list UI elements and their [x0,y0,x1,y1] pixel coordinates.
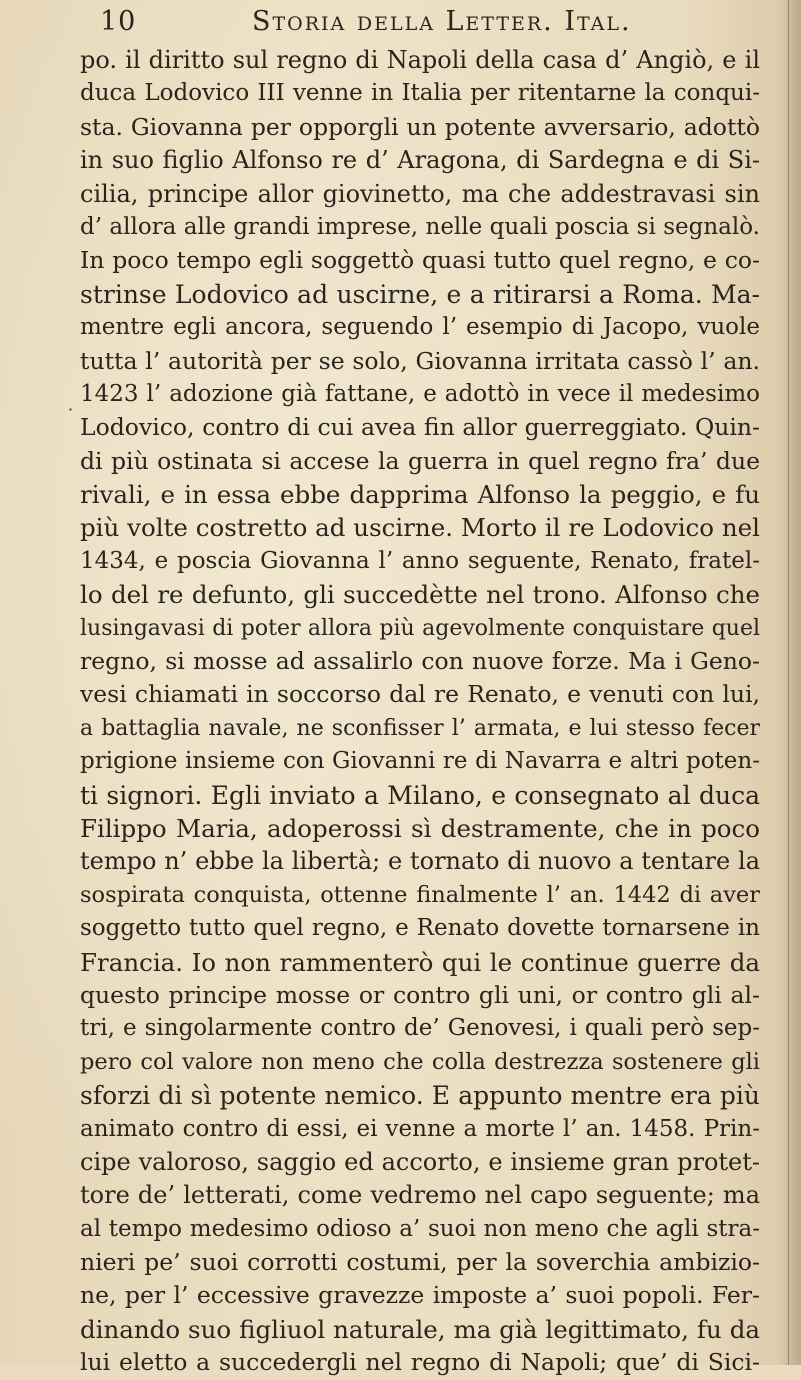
text-line: tri, e singolarmente contro de’ Genovesi, i quali però sep- [80,1015,760,1042]
text-line: vesi chiamati in soccorso dal re Renato, e venuti con lui, [80,680,760,709]
text-line: lo del re defunto, gli succedètte nel trono. Alfonso che [80,580,760,610]
text-line: lui eletto a succedergli nel regno di Napoli; que’ di Sici- [80,1348,760,1377]
page-header [100,6,750,46]
text-line: cipe valoroso, saggio ed accorto, e insieme gran protet- [80,1147,760,1176]
running-title: Storia della Letter. Ital. [252,6,632,37]
text-line: sospirata conquista, ottenne finalmente l’ an. 1442 di aver [80,881,760,908]
text-line: po. il diritto sul regno di Napoli della casa d’ Angiò, e il [80,46,760,74]
text-line: ti signori. Egli inviato a Milano, e consegnato al duca [80,780,760,810]
page-edge-shadow [779,0,801,1365]
text-line: lusingavasi di poter allora più agevolmente conquistare quel [80,615,760,641]
text-line: ne, per l’ eccessive gravezze imposte a’ suoi popoli. Fer- [80,1281,760,1310]
text-line: 1423 l’ adozione già fattane, e adottò in vece il medesimo [80,380,760,407]
page-edge-line [788,0,789,1365]
text-line: mentre egli ancora, seguendo l’ esempio di Jacopo, vuole [80,314,760,341]
margin-dot: · [68,400,74,419]
text-line: sta. Giovanna per opporgli un potente avversario, adottò [80,112,760,141]
text-line: soggetto tutto quel regno, e Renato dovette tornarsene in [80,915,760,942]
text-line: questo principe mosse or contro gli uni, or contro gli al- [80,980,760,1009]
text-line: dinando suo figliuol naturale, ma già legittimato, fu da [80,1314,760,1344]
text-line: in suo figlio Alfonso re d’ Aragona, di Sardegna e di Si- [80,146,760,175]
text-line: strinse Lodovico ad uscirne, e a ritirarsi a Roma. Ma- [80,279,760,309]
text-line: sforzi di sì potente nemico. E appunto mentre era più [80,1081,760,1111]
text-line: tore de’ letterati, come vedremo nel capo seguente; ma [80,1181,760,1210]
text-line: animato contro di essi, ei venne a morte l’ an. 1458. Prin- [80,1115,760,1142]
body-text [80,44,760,1380]
text-line: a battaglia navale, ne sconfisser l’ armata, e lui stesso fecer [80,715,760,741]
text-line: duca Lodovico III venne in Italia per ritentarne la conqui- [80,80,760,107]
text-line: prigione insieme con Giovanni re di Navarra e altri poten- [80,748,760,775]
text-line: di più ostinata si accese la guerra in quel regno fra’ due [80,446,760,475]
text-line: Filippo Maria, adoperossi sì destramente, che in poco [80,813,760,843]
text-line: Francia. Io non rammenterò qui le continue guerre da [80,947,760,977]
text-line: d’ allora alle grandi imprese, nelle quali poscia si segnalò. [80,213,760,240]
text-line: rivali, e in essa ebbe dapprima Alfonso la peggio, e fu [80,480,760,510]
text-line: In poco tempo egli soggettò quasi tutto quel regno, e co- [80,246,760,275]
text-line: cilia, principe allor giovinetto, ma che addestravasi sin [80,179,760,208]
text-line: pero col valore non meno che colla destrezza sostenere gli [80,1048,760,1075]
text-line: nieri pe’ suoi corrotti costumi, per la soverchia ambizio- [80,1248,760,1277]
text-line: al tempo medesimo odioso a’ suoi non meno che agli stra- [80,1215,760,1242]
page-number: 10 [100,6,137,37]
text-line: 1434, e poscia Giovanna l’ anno seguente, Renato, fratel- [80,547,760,574]
text-line: regno, si mosse ad assalirlo con nuove forze. Ma i Geno- [80,647,760,676]
text-line: Lodovico, contro di cui avea fin allor guerreggiato. Quin- [80,413,760,442]
text-line: più volte costretto ad uscirne. Morto il re Lodovico nel [80,513,760,543]
text-line: tempo n’ ebbe la libertà; e tornato di nuovo a tentare la [80,847,760,876]
text-line: tutta l’ autorità per se solo, Giovanna irritata cassò l’ an. [80,346,760,375]
